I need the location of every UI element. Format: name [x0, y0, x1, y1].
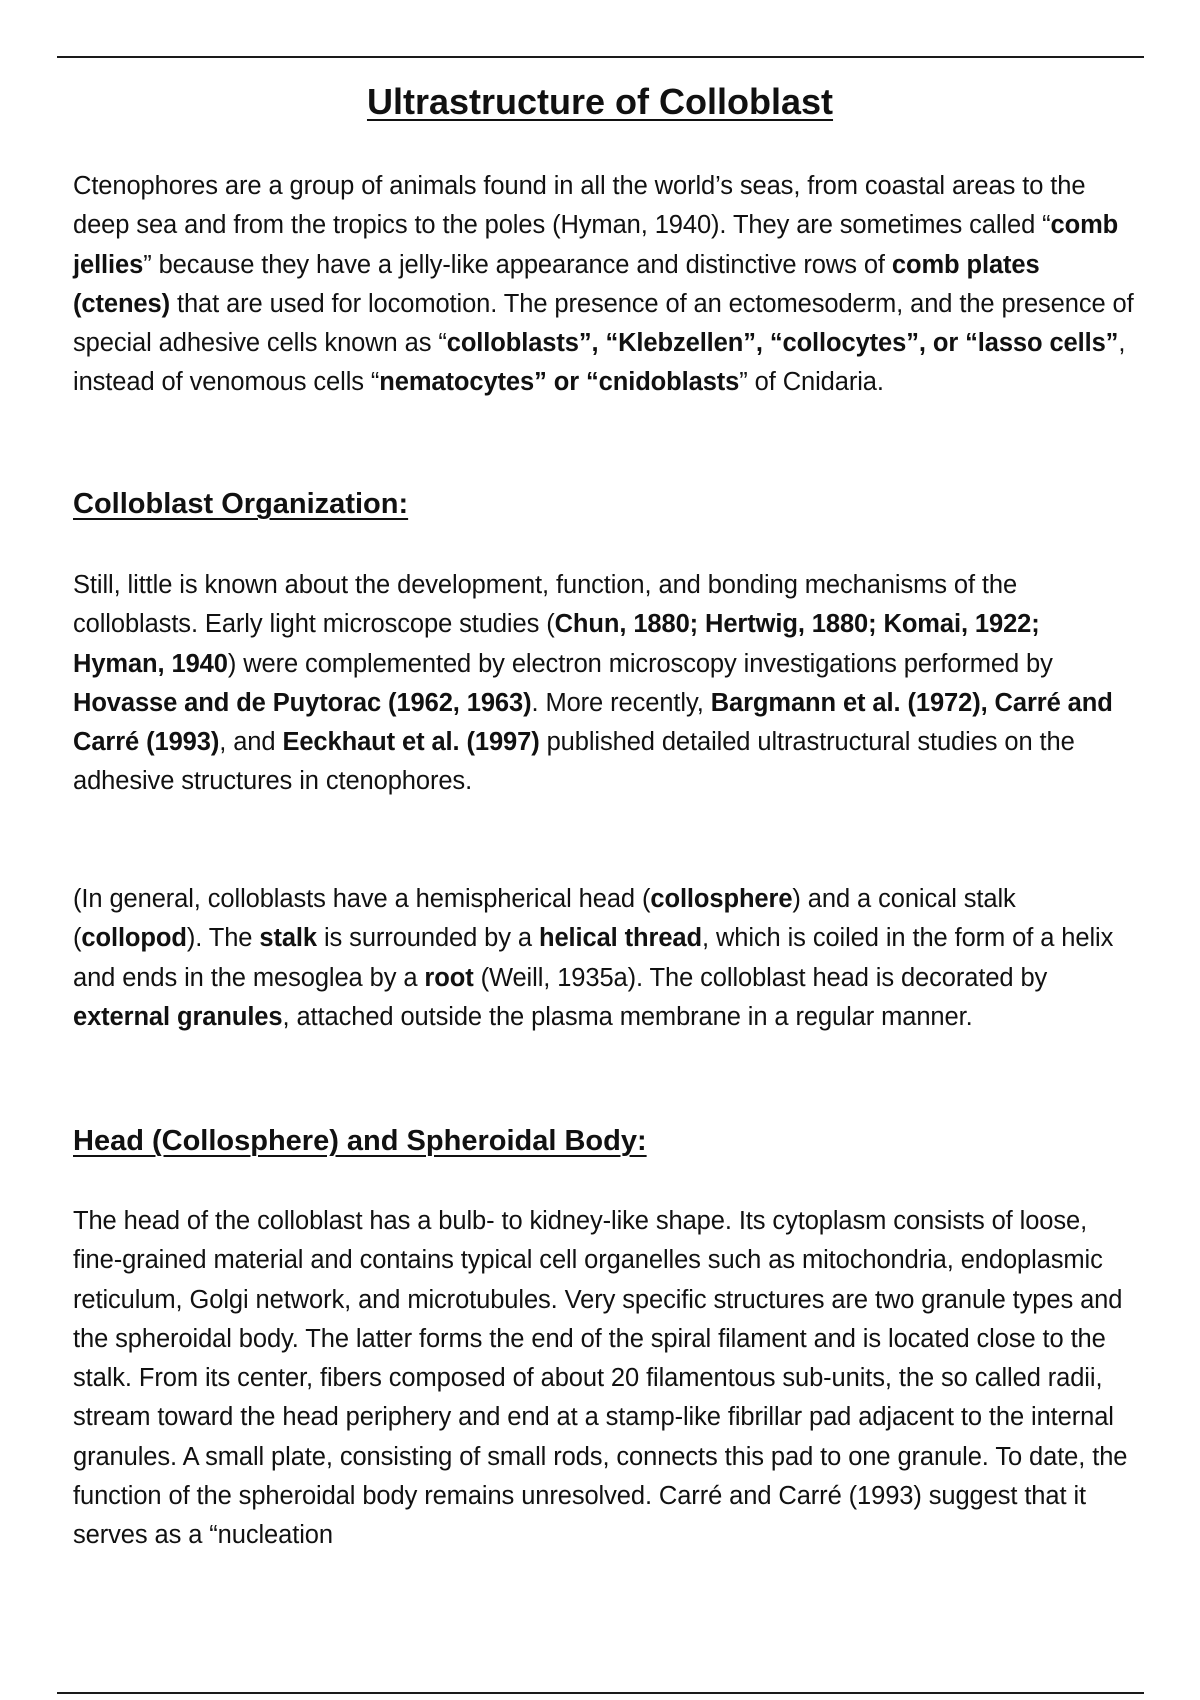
bottom-rule	[57, 1692, 1144, 1694]
bold-term: Bargmann et al. (1972), Carré and Carré (1993)	[73, 688, 1113, 757]
bold-term: collopod	[81, 924, 187, 953]
intro-paragraph: Ctenophores are a group of animals found in all the world’s seas, from coastal areas to the deep sea and from the tropics to the poles (Hyman, 1940). They are sometimes called “comb jellies” because they have a jelly-like appearance and distinctive rows of comb plates (ctenes) that are used for locomotion. The presence of an ectomesoderm, and the presence of special adhesive cells known as “colloblasts”, “Klebzellen”, “collocytes”, or “lasso cells”, instead of venomous cells “nematocytes” or “cnidoblasts” of Cnidaria.	[73, 172, 1134, 397]
head-spheroidal-body-paragraph: The head of the colloblast has a bulb- to kidney-like shape. Its cytoplasm consists of loose, fine-grained material and contains typical cell organelles such as mitochondria, endoplasmic reticulum, Golgi network, and microtubules. Very specific structures are two granule types and the spheroidal body. The latter forms the end of the spiral filament and is located close to the stalk. From its center, fibers composed of about 20 filamentous sub-units, the so called radii, stream toward the head periphery and end at a stamp-like fibrillar pad adjacent to the internal granules. A small plate, consisting of small rods, connects this pad to one granule. To date, the function of the spheroidal body remains unresolved. Carré and Carré (1993) suggest that it serves as a “nucleation	[73, 1207, 1128, 1550]
bold-term: stalk	[259, 924, 317, 953]
organization-paragraph: Still, little is known about the development, function, and bonding mechanisms of the colloblasts. Early light microscope studies (Chun, 1880; Hertwig, 1880; Komai, 1922; Hyman, 1940) were complemented by electron microscopy investigations performed by Hovasse and de Puytorac (1962, 1963). More recently, Bargmann et al. (1972), Carré and Carré (1993), and Eeckhaut et al. (1997) published detailed ultrastructural studies on the adhesive structures in ctenophores.	[73, 571, 1113, 796]
bold-term: colloblasts”, “Klebzellen”, “collocytes”, or “lasso cells”	[446, 329, 1119, 358]
bold-term: root	[424, 963, 474, 992]
bold-term: collosphere	[650, 885, 793, 913]
bold-term: Hovasse and de Puytorac (1962, 1963)	[73, 688, 532, 717]
page-title: Ultrastructure of Colloblast	[366, 81, 834, 122]
section-heading-text: Colloblast Organization:	[73, 488, 409, 520]
top-rule	[57, 56, 1144, 58]
bold-term: comb plates (ctenes)	[73, 250, 1040, 318]
bold-term: Eeckhaut et al. (1997)	[282, 728, 540, 757]
bold-term: comb jellies	[73, 211, 1119, 279]
bold-term: helical thread	[538, 924, 702, 953]
bold-term: external granules	[73, 1002, 283, 1031]
bold-term: nematocytes” or “cnidoblasts	[379, 368, 740, 397]
section-heading-head-collosphere	[73, 1121, 1135, 1161]
general-structure-paragraph: (In general, colloblasts have a hemispherical head (collosphere) and a conical stalk (collopod). The stalk is surrounded by a helical thread, which is coiled in the form of a helix and ends in the mesoglea by a root (Weill, 1935a). The colloblast head is decorated by external granules, attached outside the plasma membrane in a regular manner.	[73, 885, 1114, 1031]
section-heading-colloblast-organization	[73, 484, 1135, 524]
section-heading-text: Head (Collosphere) and Spheroidal Body:	[73, 1125, 647, 1157]
bold-term: Chun, 1880; Hertwig, 1880; Komai, 1922; Hyman, 1940	[73, 610, 1040, 678]
